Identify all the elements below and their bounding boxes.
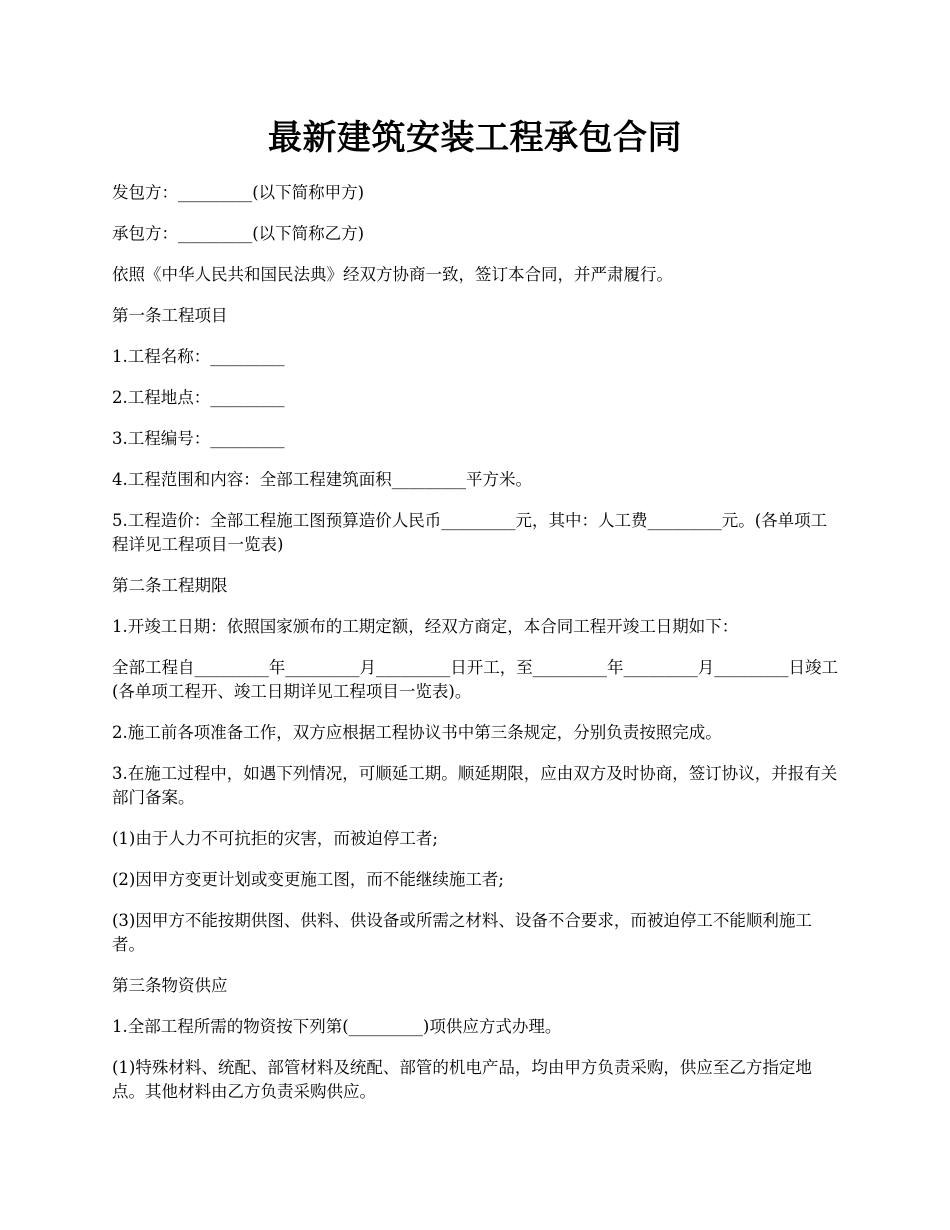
project-location-line: 2.工程地点：_________ xyxy=(112,388,285,407)
start-completion-dates: 1.开竣工日期：依照国家颁布的工期定额，经双方商定，本合同工程开竣工日期如下： xyxy=(112,617,739,636)
preamble: 依照《中华人民共和国民法典》经双方协商一致，签订本合同，并严肃履行。 xyxy=(112,265,673,284)
document-body xyxy=(112,181,838,1104)
extension-item-2: (2)因甲方变更计划或变更施工图，而不能继续施工者; xyxy=(112,870,504,889)
preparation-work-line: 2.施工前各项准备工作，双方应根据工程协议书中第三条规定，分别负责按照完成。 xyxy=(112,723,722,742)
article-2-heading: 第二条工程期限 xyxy=(112,576,228,595)
extension-item-3: (3)因甲方不能按期供图、供料、供设备或所需之材料、设备不合要求，而被迫停工不能顺利施工者。 xyxy=(112,911,812,954)
party-b-line: 承包方：_________(以下简称乙方) xyxy=(112,224,365,243)
document-title: 最新建筑安装工程承包合同 xyxy=(268,118,682,158)
supply-item-1: (1)特殊材料、统配、部管材料及统配、部管的机电产品，均由甲方负责采购，供应至乙方指定地点。其他材料由乙方负责采购供应。 xyxy=(112,1058,812,1101)
overall-schedule-line: 全部工程自_________年_________月_________日开工，至_________年_________月_________日竣工(各单项工程开、竣工日期详见工程项目一览表)。 xyxy=(112,658,838,701)
project-name-line: 1.工程名称：_________ xyxy=(112,347,285,366)
project-scope-line: 4.工程范围和内容：全部工程建筑面积_________平方米。 xyxy=(112,470,532,489)
extension-clause: 3.在施工过程中，如遇下列情况，可顺延工期。顺延期限，应由双方及时协商，签订协议，并报有关部门备案。 xyxy=(112,764,838,807)
extension-item-1: (1)由于人力不可抗拒的灾害，而被迫停工者; xyxy=(112,829,438,848)
party-a-line: 发包方：_________(以下简称甲方) xyxy=(112,183,365,202)
article-1-heading: 第一条工程项目 xyxy=(112,306,228,325)
supply-method-line: 1.全部工程所需的物资按下列第(_________)项供应方式办理。 xyxy=(112,1017,562,1036)
article-3-heading: 第三条物资供应 xyxy=(112,976,228,995)
project-cost-line: 5.工程造价：全部工程施工图预算造价人民币_________元，其中：人工费_________元。(各单项工程详见工程项目一览表) xyxy=(112,511,828,554)
project-number-line: 3.工程编号：_________ xyxy=(112,429,285,448)
